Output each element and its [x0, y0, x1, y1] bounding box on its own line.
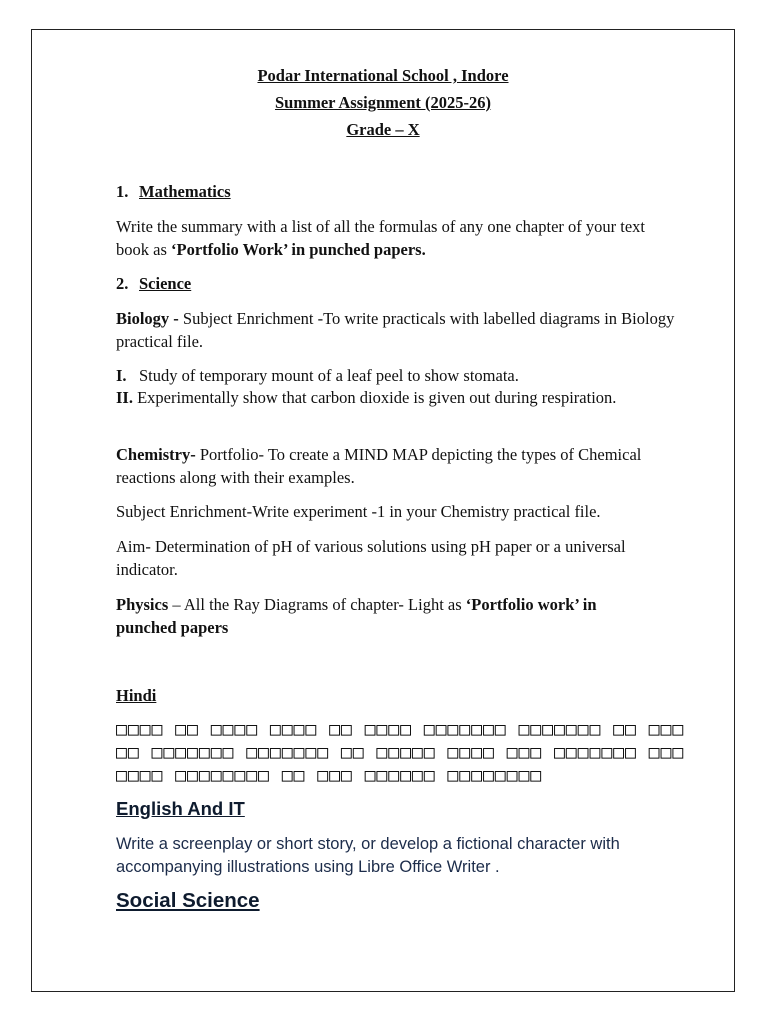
biology-label: Biology - — [116, 309, 179, 328]
physics-label: Physics — [116, 595, 169, 614]
physics-bold: ‘Portfolio work’ in punched papers — [116, 595, 597, 637]
biology-text: Subject Enrichment -To write practicals with labelled diagrams in Biology practical file. — [116, 309, 675, 351]
physics-paragraph — [116, 593, 661, 639]
mathematics-text — [116, 215, 676, 261]
grade-title: Grade – X — [346, 120, 420, 139]
hindi-text: □□□□ □□ □□□□ □□□□ □□ □□□□ □□□□□□□ □□□□□□□ □□ □□□ □□ □□□□□□□ □□□□□□□ □□ □□□□□ □□□□ □□□ □□□□□□□ □□□□□□□ □□□□□□□□ □□ □□□ □□□□□□ □□□□□□□□ — [116, 719, 685, 782]
assignment-title: Summer Assignment (2025-26) — [274, 93, 492, 112]
chemistry-aim: Aim- Determination of pH of various solutions using pH paper or a universal indicator. — [116, 537, 626, 579]
school-name: Podar International School , Indore — [257, 66, 509, 85]
mathematics-body: Write the summary with a list of all the formulas of any one chapter of your text book as — [116, 217, 646, 259]
english-it-text: Write a screenplay or short story, or develop a fictional character with accompanying illustrations using Libre Office Writer . — [116, 835, 620, 876]
mathematics-bold: ‘Portfolio Work’ in punched papers. — [171, 240, 426, 259]
social-science-title: Social Science — [116, 889, 260, 912]
biology-item-text: Study of temporary mount of a leaf peel to show stomata. — [139, 366, 519, 385]
biology-item — [116, 386, 676, 409]
science-title: Science — [139, 274, 192, 293]
mathematics-title: Mathematics — [139, 182, 231, 201]
chemistry-enrichment: Subject Enrichment-Write experiment -1 in your Chemistry practical file. — [116, 502, 601, 521]
science-number: 2. — [116, 274, 129, 293]
biology-item-text: Experimentally show that carbon dioxide is given out during respiration. — [132, 388, 617, 407]
chemistry-label: Chemistry- — [116, 445, 196, 464]
science-heading — [116, 272, 676, 295]
biology-item-number: I. — [116, 366, 127, 385]
mathematics-heading — [116, 180, 676, 203]
chemistry-paragraph — [116, 443, 676, 489]
hindi-title: Hindi — [116, 686, 157, 705]
english-it-title: English And IT — [116, 798, 245, 819]
physics-text: – All the Ray Diagrams of chapter- Light as — [168, 595, 466, 614]
biology-item — [116, 364, 676, 387]
biology-paragraph — [116, 307, 676, 353]
biology-item-number: II. — [116, 388, 133, 407]
mathematics-number: 1. — [116, 182, 129, 201]
chemistry-text: Portfolio- To create a MIND MAP depicting the types of Chemical reactions along with their examples. — [116, 445, 642, 487]
